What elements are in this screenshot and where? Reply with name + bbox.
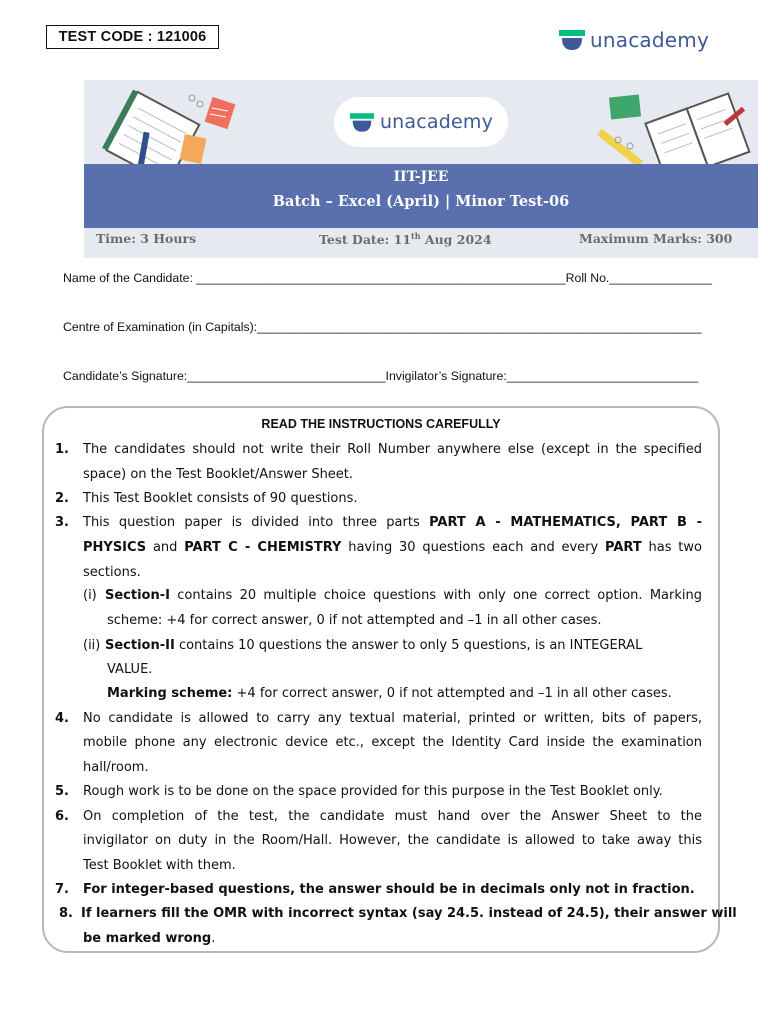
section-2-number: (ii) bbox=[83, 638, 101, 653]
section-1-line-1: Section-I contains 20 multiple choice questions with only one correct option. Marking bbox=[105, 588, 702, 603]
signature-row bbox=[63, 369, 698, 383]
centre-row bbox=[63, 320, 702, 334]
unacademy-logo bbox=[558, 28, 709, 52]
instruction-3-line-2: PHYSICS and PART C - CHEMISTRY having 30 questions each and every PART has two bbox=[83, 540, 702, 555]
instruction-6-line-2: invigilator on duty in the Room/Hall. However, the candidate is allowed to take away this bbox=[83, 833, 702, 848]
section-1-line-2: scheme: +4 for correct answer, 0 if not attempted and –1 in all other cases. bbox=[107, 613, 602, 628]
instruction-7: For integer-based questions, the answer should be in decimals only not in fraction. bbox=[83, 882, 695, 897]
item-number: 1. bbox=[55, 442, 69, 457]
item-number: 5. bbox=[55, 784, 69, 799]
instruction-8-line-2: be marked wrong. bbox=[83, 931, 216, 946]
centre-label: Centre of Examination (in Capitals): bbox=[63, 320, 258, 334]
name-label: Name of the Candidate: bbox=[63, 271, 197, 285]
exam-banner bbox=[84, 80, 758, 258]
instruction-6-line-3: Test Booklet with them. bbox=[83, 858, 236, 873]
item-number: 8. bbox=[59, 906, 73, 921]
instruction-1-line-2: space) on the Test Booklet/Answer Sheet. bbox=[83, 467, 354, 482]
instruction-3-line-3: sections. bbox=[83, 565, 141, 580]
test-code-box bbox=[46, 25, 219, 49]
instruction-8-line-1: If learners fill the OMR with incorrect syntax (say 24.5. instead of 24.5), their answer will bbox=[81, 906, 737, 921]
instruction-2: This Test Booklet consists of 90 questions. bbox=[83, 491, 358, 506]
instruction-4-line-1: No candidate is allowed to carry any textual material, printed or written, bits of papers, bbox=[83, 711, 702, 726]
brand-name: unacademy bbox=[590, 28, 709, 52]
centre-field[interactable]: _________________________________________________________________ bbox=[257, 320, 702, 334]
test-date: Test Date: 11th Aug 2024 bbox=[319, 231, 492, 248]
candidate-signature-field[interactable]: _____________________________ bbox=[187, 369, 386, 383]
invigilator-signature-field[interactable]: ____________________________ bbox=[506, 369, 699, 383]
instruction-5: Rough work is to be done on the space provided for this purpose in the Test Booklet only. bbox=[83, 784, 663, 799]
section-2-line-1: Section-II contains 10 questions the answer to only 5 questions, is an INTEGERAL bbox=[105, 638, 643, 653]
section-1-number: (i) bbox=[83, 588, 97, 603]
name-field[interactable]: ______________________________________________________ bbox=[196, 271, 566, 285]
instruction-1-line-1: The candidates should not write their Roll Number anywhere else (except in the specified bbox=[83, 442, 702, 457]
instruction-4-line-3: hall/room. bbox=[83, 760, 149, 775]
item-number: 6. bbox=[55, 809, 69, 824]
instruction-3-line-1: This question paper is divided into three parts PART A - MATHEMATICS, PART B - bbox=[83, 515, 703, 530]
roll-field[interactable]: _______________ bbox=[609, 271, 712, 285]
roll-label: Roll No. bbox=[565, 271, 610, 285]
banner-logo bbox=[334, 97, 508, 147]
item-number: 4. bbox=[55, 711, 69, 726]
batch-title: Batch – Excel (April) | Minor Test-06 bbox=[272, 193, 570, 210]
banner-brand-name: unacademy bbox=[379, 111, 494, 133]
item-number: 2. bbox=[55, 491, 69, 506]
candidate-signature-label: Candidate’s Signature: bbox=[63, 369, 188, 383]
exam-name: IIT-JEE bbox=[393, 169, 449, 185]
instruction-4-line-2: mobile phone any electronic device etc., except the Identity Card inside the examination bbox=[83, 735, 702, 750]
section-2-line-2: VALUE. bbox=[107, 662, 153, 677]
maximum-marks: Maximum Marks: 300 bbox=[579, 231, 733, 246]
item-number: 7. bbox=[55, 882, 69, 897]
unacademy-logo-icon bbox=[558, 29, 586, 51]
invigilator-signature-label: Invigilator’s Signature: bbox=[385, 369, 507, 383]
item-number: 3. bbox=[55, 515, 69, 530]
exam-duration: Time: 3 Hours bbox=[96, 231, 197, 246]
unacademy-logo-icon bbox=[349, 112, 375, 133]
test-code: TEST CODE : 121006 bbox=[58, 29, 207, 45]
instruction-6-line-1: On completion of the test, the candidate must hand over the Answer Sheet to the bbox=[83, 809, 702, 824]
instructions-title: READ THE INSTRUCTIONS CAREFULLY bbox=[261, 417, 501, 431]
section-2-marking-scheme: Marking scheme: +4 for correct answer, 0 if not attempted and –1 in all other cases. bbox=[107, 686, 672, 701]
candidate-name-row bbox=[63, 271, 712, 285]
